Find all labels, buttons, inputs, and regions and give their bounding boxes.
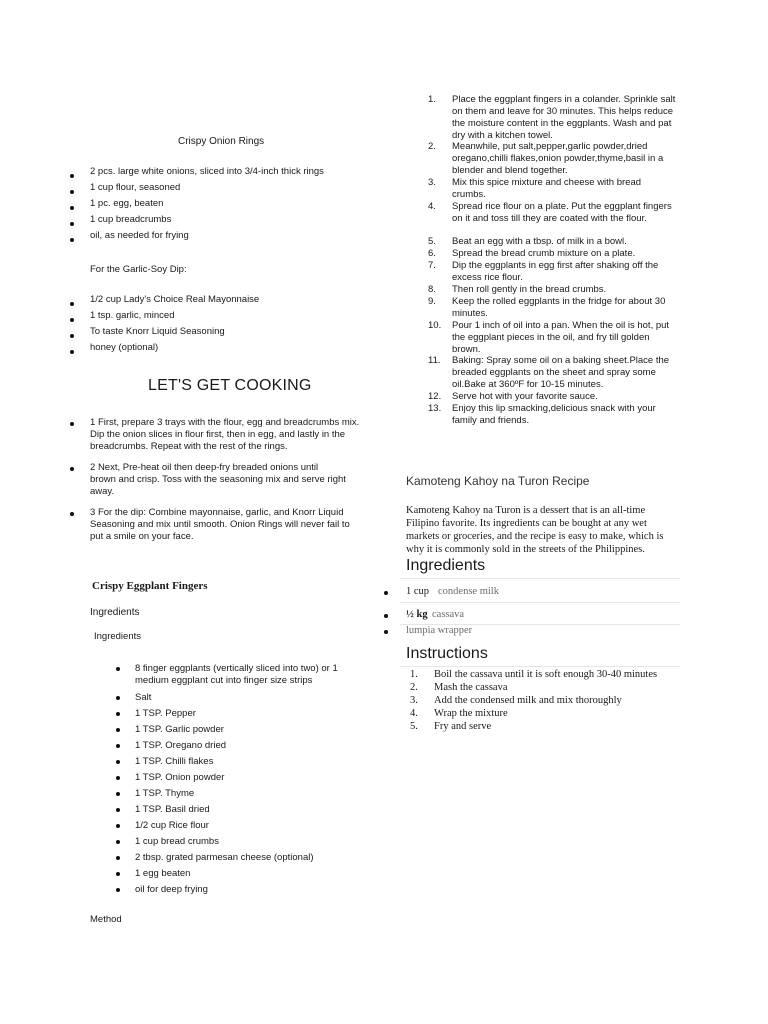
step-text: Meanwhile, put salt,pepper,garlic powder,dried oregano,chilli flakes,onion powder,thyme,basil in a blender and blend together. [452, 141, 664, 176]
step-text: Place the eggplant fingers in a colander. Sprinkle salt on them and leave for 30 minutes. This helps reduce the moisture content in the eggplants. Wash and pat dry with a kitchen towel. [452, 94, 676, 141]
bullet-icon [70, 302, 74, 306]
list-item: 1 tsp. garlic, minced [68, 310, 368, 326]
step-number: 7. [428, 260, 436, 271]
dip-ingredients [68, 294, 368, 358]
step-number: 1 [90, 417, 96, 428]
step-number: 9. [428, 296, 436, 307]
step-number: 5. [428, 236, 436, 247]
step-number: 2 [90, 462, 96, 473]
bullet-icon [384, 591, 388, 595]
step-number: 8. [428, 284, 436, 295]
bullet-icon [116, 888, 120, 892]
bullet-icon [70, 334, 74, 338]
step-text: Spread rice flour on a plate. Put the eggplant fingers on it and toss till they are coated with the flour. [452, 201, 672, 224]
ingredient-name: lumpia wrapper [406, 625, 473, 636]
step-number: 1. [428, 94, 436, 105]
bullet-icon [116, 667, 120, 671]
step-text: For the dip: Combine mayonnaise, garlic, and Knorr Liquid Seasoning and mix until smooth. Onion Rings will never fail to put a smile on your face. [90, 507, 350, 542]
bullet-icon [70, 318, 74, 322]
step-number: 11. [428, 355, 441, 366]
step-text: Spread the bread crumb mixture on a plate. [452, 248, 636, 259]
bullet-icon [116, 824, 120, 828]
step-text: First, prepare 3 trays with the flour, egg and breadcrumbs mix. Dip the onion slices in flour first, then in egg, and lastly in the breadcrumbs. Repeat with the rest of the rings. [90, 417, 360, 452]
ingredients-label: Ingredients [94, 631, 142, 642]
bullet-icon [116, 696, 120, 700]
step-text: Enjoy this lip smacking,delicious snack with your family and friends. [452, 403, 656, 426]
bullet-icon [116, 760, 120, 764]
step-text: Mash the cassava [434, 682, 508, 693]
step-number: 1. [410, 669, 418, 680]
list-item: 1 pc. egg, beaten [68, 198, 368, 214]
step-number: 3. [428, 177, 436, 188]
bullet-icon [70, 222, 74, 226]
ingredient-qty: 1 cup [406, 586, 430, 597]
bullet-icon [116, 840, 120, 844]
bullet-icon [116, 792, 120, 796]
step-text: Dip the eggplants in egg first after shaking off the excess rice flour. [452, 260, 659, 283]
list-item: honey (optional) [68, 342, 368, 358]
step-number: 4. [428, 201, 436, 212]
bullet-icon [384, 630, 388, 634]
turon-title: Kamoteng Kahoy na Turon Recipe [406, 474, 590, 488]
step-number: 6. [428, 248, 436, 259]
list-item: To taste Knorr Liquid Seasoning [68, 326, 368, 342]
bullet-icon [116, 856, 120, 860]
step-number: 13. [428, 403, 442, 414]
divider [400, 602, 680, 603]
step-text: Pour 1 inch of oil into a pan. When the oil is hot, put the eggplant pieces in the oil, and fry till golden brown. [452, 320, 670, 355]
step-number: 12. [428, 391, 442, 402]
step-number: 4. [410, 708, 418, 719]
bullet-icon [70, 174, 74, 178]
cooking-heading: LET'S GET COOKING [148, 377, 312, 394]
step-text: Boil the cassava until it is soft enough 30-40 minutes [434, 669, 658, 680]
step-text: Add the condensed milk and mix thoroughly [434, 695, 622, 706]
list-item: 2 pcs. large white onions, sliced into 3/4-inch thick rings [68, 166, 368, 182]
step-number: 3. [410, 695, 418, 706]
instructions-heading: Instructions [406, 645, 488, 662]
bullet-icon [70, 422, 74, 426]
step-number: 3 [90, 507, 96, 518]
dip-label: For the Garlic-Soy Dip: [90, 264, 187, 275]
step-text: Fry and serve [434, 721, 492, 732]
divider [400, 666, 680, 667]
method-label: Method [90, 914, 122, 925]
bullet-icon [116, 872, 120, 876]
ingredient-qty: ½ kg [406, 609, 428, 620]
step-text: Then roll gently in the bread crumbs. [452, 284, 607, 295]
bullet-icon [116, 776, 120, 780]
bullet-icon [384, 614, 388, 618]
step-text: Next, Pre-heat oil then deep-fry breaded onions until brown and crisp. Toss with the seasoning mix and serve right away. [90, 462, 346, 497]
bullet-icon [116, 712, 120, 716]
onion-rings-title: Crispy Onion Rings [178, 136, 265, 147]
step-number: 5. [410, 721, 418, 732]
list-item: 1/2 cup Lady's Choice Real Mayonnaise [68, 294, 368, 310]
bullet-icon [70, 512, 74, 516]
list-item: oil, as needed for frying [68, 230, 368, 246]
list-item: 1 cup breadcrumbs [68, 214, 368, 230]
step-number: 10. [428, 320, 442, 331]
step-text: Keep the rolled eggplants in the fridge for about 30 minutes. [452, 296, 666, 319]
ingredient-name: cassava [432, 609, 465, 620]
step-text: Mix this spice mixture and cheese with bread crumbs. [452, 177, 642, 200]
step-number: 2. [428, 141, 436, 152]
bullet-icon [116, 808, 120, 812]
bullet-icon [116, 728, 120, 732]
bullet-icon [70, 350, 74, 354]
step-text: Wrap the mixture [434, 708, 508, 719]
ingredients-label: Ingredients [90, 607, 140, 618]
step-text: Serve hot with your favorite sauce. [452, 391, 598, 402]
bullet-icon [70, 238, 74, 242]
step-text: Baking: Spray some oil on a baking sheet.Place the breaded eggplants on the sheet and spray some oil.Bake at 360ºF for 10-15 minutes. [452, 355, 670, 390]
turon-intro: Kamoteng Kahoy na Turon is a dessert that is an all-time Filipino favorite. Its ingredients can be bought at any wet markets or groceries, and the recipe is easy to make, which is why it is commonly sold in the streets of the Philippines. [406, 505, 664, 555]
onion-rings-ingredients [68, 166, 368, 246]
ingredient-name: condense milk [438, 586, 499, 597]
divider [400, 578, 680, 579]
step-text: Beat an egg with a tbsp. of milk in a bowl. [452, 236, 627, 247]
eggplant-title: Crispy Eggplant Fingers [92, 580, 208, 592]
ingredients-heading: Ingredients [406, 557, 486, 574]
bullet-icon [116, 744, 120, 748]
bullet-icon [70, 206, 74, 210]
step-number: 2. [410, 682, 418, 693]
bullet-icon [70, 467, 74, 471]
list-item: 1 cup flour, seasoned [68, 182, 368, 198]
bullet-icon [70, 190, 74, 194]
